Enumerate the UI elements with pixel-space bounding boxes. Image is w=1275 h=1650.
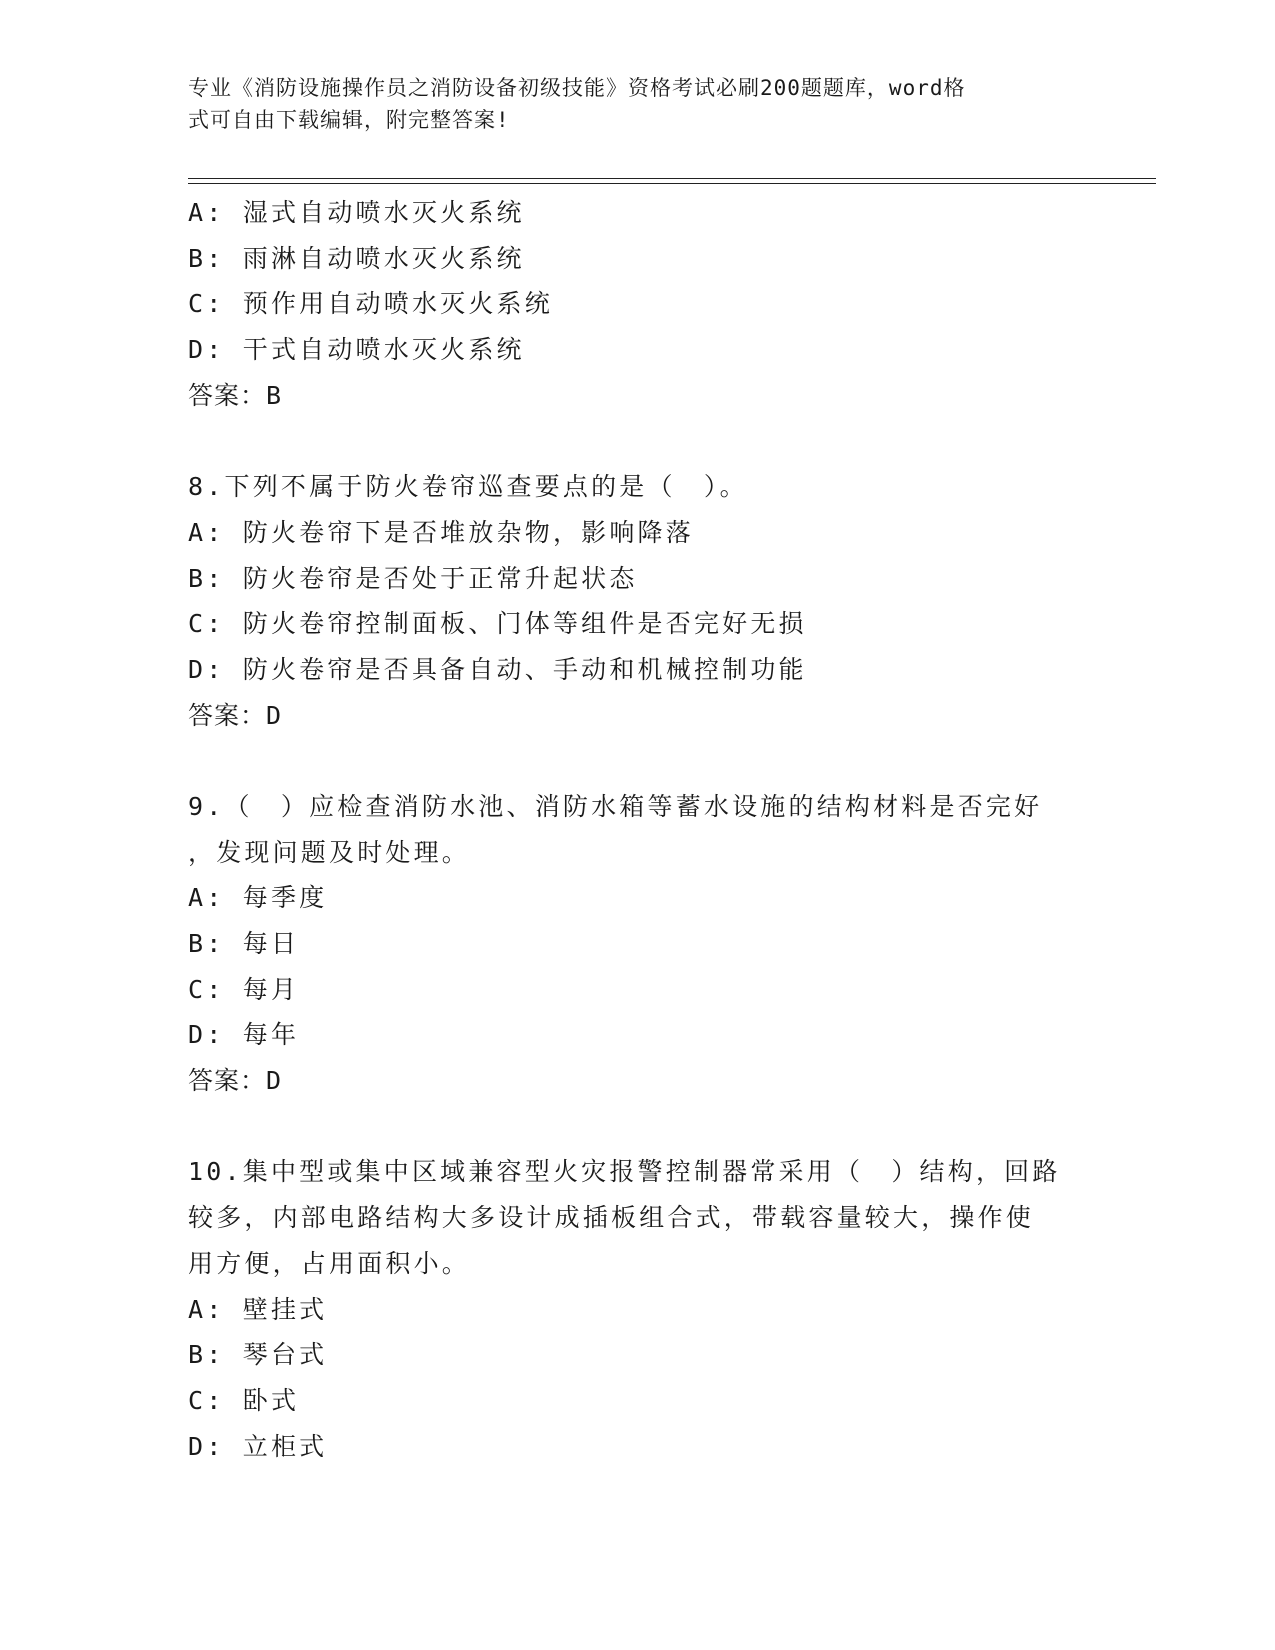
header-line-2: 式可自由下载编辑，附完整答案! xyxy=(188,108,510,132)
question-10 xyxy=(188,1149,1088,1469)
option-a: A: 湿式自动喷水灭火系统 xyxy=(188,198,525,227)
option-b: B: 琴台式 xyxy=(188,1340,328,1370)
option-d: D: 干式自动喷水灭火系统 xyxy=(188,335,525,365)
question-text-continued: 用方便，占用面积小。 xyxy=(188,1248,471,1278)
spacer xyxy=(188,418,1088,464)
question-9 xyxy=(188,784,1088,1104)
question-8 xyxy=(188,464,1088,738)
option-a: A: 每季度 xyxy=(188,883,328,913)
answer: 答案：D xyxy=(188,1066,283,1096)
question-list xyxy=(188,190,1088,1469)
option-c: C: 每月 xyxy=(188,974,300,1004)
document-header xyxy=(188,72,1068,136)
option-b: B: 雨淋自动喷水灭火系统 xyxy=(188,243,525,273)
header-divider-top xyxy=(188,178,1156,179)
option-c: C: 防火卷帘控制面板、门体等组件是否完好无损 xyxy=(188,609,807,639)
option-d: D: 防火卷帘是否具备自动、手动和机械控制功能 xyxy=(188,654,807,684)
question-text-continued: ，发现问题及时处理。 xyxy=(188,837,471,867)
option-a: A: 防火卷帘下是否堆放杂物，影响降落 xyxy=(188,517,694,547)
answer: 答案：D xyxy=(188,700,283,730)
option-d: D: 每年 xyxy=(188,1020,300,1050)
header-divider-bottom xyxy=(188,183,1156,184)
header-line-1: 专业《消防设施操作员之消防设备初级技能》资格考试必刷200题题库，word格 xyxy=(188,76,966,100)
option-b: B: 防火卷帘是否处于正常升起状态 xyxy=(188,563,638,593)
option-c: C: 预作用自动喷水灭火系统 xyxy=(188,289,553,319)
question-text: 9.（ ）应检查消防水池、消防水箱等蓄水设施的结构材料是否完好 xyxy=(188,791,1043,821)
question-7 xyxy=(188,190,1088,418)
question-text: 10.集中型或集中区域兼容型火灾报警控制器常采用（ ）结构，回路 xyxy=(188,1157,1061,1187)
answer: 答案：B xyxy=(188,380,283,410)
spacer xyxy=(188,738,1088,784)
option-c: C: 卧式 xyxy=(188,1385,300,1415)
question-text: 8.下列不属于防火卷帘巡查要点的是（ ）。 xyxy=(188,472,748,502)
spacer xyxy=(188,1104,1088,1150)
option-d: D: 立柜式 xyxy=(188,1431,328,1461)
option-b: B: 每日 xyxy=(188,929,300,958)
question-text-continued: 较多，内部电路结构大多设计成插板组合式，带载容量较大，操作使 xyxy=(188,1203,1035,1233)
option-a: A: 壁挂式 xyxy=(188,1294,328,1324)
